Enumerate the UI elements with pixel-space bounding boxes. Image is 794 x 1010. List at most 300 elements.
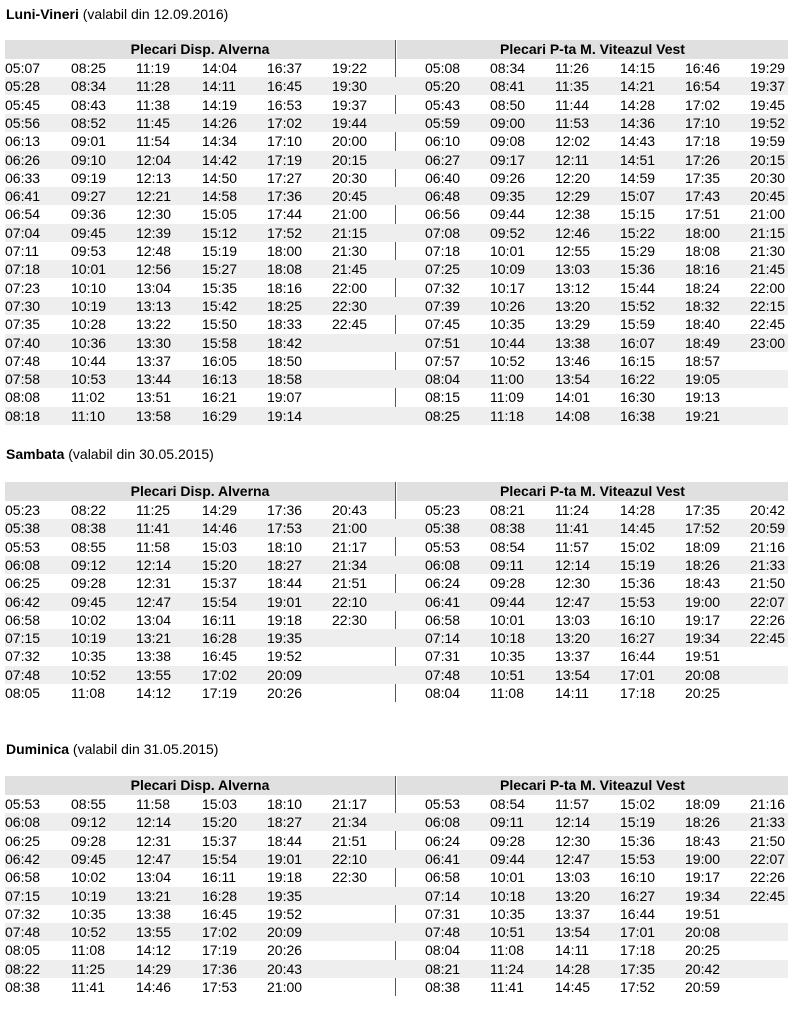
departure-time-viteazul: 12:38 — [555, 206, 591, 223]
departure-time-alverna: 10:52 — [71, 666, 107, 683]
departure-time-viteazul: 09:44 — [490, 206, 526, 223]
departure-time-alverna: 20:15 — [332, 151, 368, 168]
table-row — [5, 574, 788, 592]
departure-time-viteazul: 07:18 — [425, 243, 461, 259]
table-row — [5, 978, 788, 996]
departure-time-viteazul: 10:26 — [490, 297, 526, 314]
departure-time-viteazul: 18:09 — [685, 538, 721, 555]
departure-time-viteazul: 14:08 — [555, 407, 591, 424]
departure-time-viteazul: 21:45 — [750, 261, 786, 278]
departure-time-viteazul: 07:51 — [425, 334, 461, 351]
departure-time-alverna: 11:58 — [136, 538, 170, 555]
departure-time-viteazul: 13:37 — [555, 905, 591, 922]
header-departures-viteazul: Plecari P-ta M. Viteazul Vest — [397, 482, 788, 501]
departure-time-viteazul: 05:23 — [425, 502, 461, 518]
departure-time-alverna: 12:21 — [136, 188, 172, 205]
departure-time-alverna: 06:25 — [5, 832, 41, 849]
table-row — [5, 334, 788, 352]
departure-time-alverna: 15:37 — [202, 832, 238, 849]
departure-time-alverna: 09:12 — [71, 814, 107, 831]
departure-time-viteazul: 16:10 — [620, 869, 656, 886]
departure-time-alverna: 16:11 — [202, 611, 236, 628]
departure-time-alverna: 18:44 — [267, 575, 303, 592]
departure-time-viteazul: 12:47 — [555, 593, 591, 610]
departure-time-viteazul: 19:37 — [750, 78, 786, 95]
table-row — [5, 519, 788, 537]
departure-time-viteazul: 19:59 — [750, 133, 786, 150]
departure-time-viteazul: 12:20 — [555, 169, 591, 186]
departure-time-alverna: 12:56 — [136, 261, 172, 278]
departure-time-alverna: 06:25 — [5, 575, 41, 592]
departure-time-viteazul: 09:52 — [490, 224, 526, 241]
departure-time-viteazul: 21:00 — [750, 206, 786, 223]
departure-time-alverna: 07:58 — [5, 371, 41, 388]
departure-time-alverna: 13:38 — [136, 648, 172, 665]
departure-time-alverna: 13:22 — [136, 316, 172, 333]
departure-time-viteazul: 18:00 — [685, 224, 721, 241]
departure-time-viteazul: 13:29 — [555, 316, 591, 333]
departure-time-viteazul: 16:07 — [620, 334, 656, 351]
departure-time-alverna: 07:23 — [5, 279, 41, 296]
departure-time-viteazul: 20:25 — [685, 685, 721, 701]
departure-time-alverna: 16:37 — [267, 60, 303, 76]
departure-time-alverna: 08:22 — [71, 502, 107, 518]
departure-time-viteazul: 20:42 — [750, 502, 786, 518]
departure-time-alverna: 11:38 — [136, 96, 170, 113]
departure-time-alverna: 08:05 — [5, 942, 41, 959]
timetable-sunday — [5, 776, 788, 996]
departure-time-viteazul: 12:29 — [555, 188, 591, 205]
departure-time-viteazul: 08:21 — [425, 960, 461, 977]
departure-time-alverna: 19:52 — [267, 648, 303, 665]
departure-time-alverna: 22:30 — [332, 297, 368, 314]
departure-time-alverna: 15:54 — [202, 593, 238, 610]
departure-time-alverna: 20:26 — [267, 685, 303, 701]
departure-time-viteazul: 21:30 — [750, 243, 786, 259]
section-title-sunday — [6, 741, 218, 757]
departure-time-viteazul: 16:10 — [620, 611, 656, 628]
departure-time-alverna: 05:45 — [5, 96, 41, 113]
departure-time-alverna: 16:28 — [202, 887, 238, 904]
table-row — [5, 187, 788, 205]
departure-time-viteazul: 08:34 — [490, 60, 526, 76]
departure-time-alverna: 12:31 — [136, 575, 172, 592]
departure-time-viteazul: 05:38 — [425, 520, 461, 537]
departure-time-viteazul: 15:22 — [620, 224, 656, 241]
departure-time-viteazul: 21:15 — [750, 224, 786, 241]
departure-time-alverna: 22:10 — [332, 850, 368, 867]
departure-time-alverna: 08:22 — [5, 960, 41, 977]
departure-time-alverna: 18:10 — [267, 538, 303, 555]
table-row — [5, 501, 788, 519]
departure-time-viteazul: 06:10 — [425, 133, 461, 150]
departure-time-alverna: 16:11 — [202, 869, 236, 886]
departure-time-viteazul: 18:49 — [685, 334, 721, 351]
departure-time-viteazul: 17:51 — [685, 206, 721, 223]
departure-time-alverna: 15:54 — [202, 850, 238, 867]
departure-time-alverna: 18:27 — [267, 556, 303, 573]
departure-time-viteazul: 05:08 — [425, 60, 461, 76]
departure-time-viteazul: 11:41 — [490, 979, 524, 995]
departure-time-alverna: 19:01 — [267, 850, 303, 867]
departure-time-alverna: 20:43 — [332, 502, 368, 518]
departure-time-alverna: 14:50 — [202, 169, 238, 186]
departure-time-viteazul: 09:17 — [490, 151, 526, 168]
departure-time-viteazul: 09:28 — [490, 575, 526, 592]
departure-time-viteazul: 11:08 — [490, 685, 524, 701]
departure-time-alverna: 19:52 — [267, 905, 303, 922]
departure-time-viteazul: 06:40 — [425, 169, 461, 186]
departure-time-viteazul: 15:02 — [620, 796, 656, 812]
departure-time-viteazul: 11:44 — [555, 96, 589, 113]
departure-time-viteazul: 17:18 — [620, 942, 656, 959]
departure-time-alverna: 14:26 — [202, 114, 238, 131]
departure-time-alverna: 08:05 — [5, 685, 41, 701]
departure-time-alverna: 14:04 — [202, 60, 238, 76]
departure-time-viteazul: 15:59 — [620, 316, 656, 333]
departure-time-viteazul: 15:29 — [620, 243, 656, 259]
departure-time-viteazul: 10:01 — [490, 243, 526, 259]
departure-time-viteazul: 10:51 — [490, 666, 526, 683]
departure-time-viteazul: 08:04 — [425, 685, 461, 701]
section-day-label: Sambata — [6, 446, 65, 462]
departure-time-viteazul: 13:12 — [555, 279, 591, 296]
departure-time-alverna: 14:46 — [202, 520, 238, 537]
departure-time-viteazul: 15:53 — [620, 593, 656, 610]
departure-time-viteazul: 11:57 — [555, 796, 589, 812]
departure-time-viteazul: 08:54 — [490, 538, 526, 555]
departure-time-viteazul: 11:57 — [555, 538, 589, 555]
departure-time-viteazul: 11:24 — [490, 960, 524, 977]
departure-time-viteazul: 12:55 — [555, 243, 591, 259]
departure-time-viteazul: 12:30 — [555, 575, 591, 592]
departure-time-alverna: 19:14 — [267, 407, 303, 424]
departure-time-alverna: 13:04 — [136, 279, 172, 296]
departure-time-alverna: 14:29 — [136, 960, 172, 977]
departure-time-alverna: 10:01 — [71, 261, 107, 278]
table-row — [5, 315, 788, 333]
departure-time-viteazul: 12:11 — [555, 151, 589, 168]
departure-time-viteazul: 13:38 — [555, 334, 591, 351]
departure-time-viteazul: 21:50 — [750, 575, 786, 592]
departure-time-viteazul: 07:48 — [425, 924, 461, 941]
departure-time-alverna: 19:01 — [267, 593, 303, 610]
table-row — [5, 795, 788, 813]
departure-time-alverna: 13:55 — [136, 666, 172, 683]
departure-time-viteazul: 17:26 — [685, 151, 721, 168]
departure-time-alverna: 10:19 — [71, 630, 107, 647]
departure-time-viteazul: 21:33 — [750, 814, 786, 831]
departure-time-viteazul: 07:14 — [425, 630, 461, 647]
departure-time-alverna: 15:12 — [202, 224, 238, 241]
departure-time-alverna: 17:53 — [267, 520, 303, 537]
departure-time-viteazul: 15:52 — [620, 297, 656, 314]
departure-time-viteazul: 07:14 — [425, 887, 461, 904]
departure-time-viteazul: 18:09 — [685, 796, 721, 812]
departure-time-viteazul: 09:11 — [490, 556, 524, 573]
departure-time-alverna: 05:53 — [5, 796, 41, 812]
departure-time-viteazul: 12:14 — [555, 814, 591, 831]
departure-time-alverna: 17:02 — [202, 666, 238, 683]
departure-time-alverna: 11:54 — [136, 133, 170, 150]
departure-time-alverna: 16:05 — [202, 352, 238, 369]
departure-time-alverna: 10:19 — [71, 297, 107, 314]
departure-time-viteazul: 09:00 — [490, 114, 526, 131]
departure-time-alverna: 09:45 — [71, 850, 107, 867]
departure-time-viteazul: 09:08 — [490, 133, 526, 150]
departure-time-viteazul: 08:21 — [490, 502, 526, 518]
departure-time-viteazul: 18:08 — [685, 243, 721, 259]
departure-time-alverna: 15:42 — [202, 297, 238, 314]
departure-time-viteazul: 06:41 — [425, 593, 461, 610]
departure-time-alverna: 19:30 — [332, 78, 368, 95]
departure-time-viteazul: 13:03 — [555, 611, 591, 628]
table-row — [5, 297, 788, 315]
departure-time-viteazul: 11:24 — [555, 502, 589, 518]
departure-time-alverna: 07:48 — [5, 352, 41, 369]
departure-time-alverna: 07:48 — [5, 666, 41, 683]
departure-time-viteazul: 10:35 — [490, 648, 526, 665]
departure-time-viteazul: 05:20 — [425, 78, 461, 95]
departure-time-alverna: 17:52 — [267, 224, 303, 241]
departure-time-alverna: 15:37 — [202, 575, 238, 592]
section-title-saturday — [6, 446, 214, 462]
departure-time-viteazul: 16:44 — [620, 905, 656, 922]
departure-time-alverna: 12:30 — [136, 206, 172, 223]
header-departures-viteazul: Plecari P-ta M. Viteazul Vest — [397, 776, 788, 795]
departure-time-viteazul: 19:34 — [685, 630, 721, 647]
table-row — [5, 960, 788, 978]
departure-time-viteazul: 08:04 — [425, 371, 461, 388]
departure-time-alverna: 14:34 — [202, 133, 238, 150]
table-row — [5, 832, 788, 850]
departure-time-viteazul: 10:18 — [490, 630, 526, 647]
departure-time-alverna: 09:12 — [71, 556, 107, 573]
departure-time-alverna: 14:58 — [202, 188, 238, 205]
departure-time-alverna: 09:28 — [71, 832, 107, 849]
departure-time-viteazul: 20:59 — [750, 520, 786, 537]
departure-time-alverna: 11:08 — [71, 942, 105, 959]
departure-time-viteazul: 14:01 — [555, 389, 591, 406]
departure-time-alverna: 06:42 — [5, 850, 41, 867]
departure-time-alverna: 06:26 — [5, 151, 41, 168]
departure-time-viteazul: 06:41 — [425, 850, 461, 867]
departure-time-viteazul: 20:45 — [750, 188, 786, 205]
departure-time-viteazul: 14:36 — [620, 114, 656, 131]
departure-time-viteazul: 16:38 — [620, 407, 656, 424]
departure-time-alverna: 19:18 — [267, 869, 303, 886]
departure-time-viteazul: 19:52 — [750, 114, 786, 131]
departure-time-viteazul: 20:42 — [685, 960, 721, 977]
departure-time-alverna: 11:19 — [136, 60, 170, 76]
departure-time-alverna: 05:07 — [5, 60, 41, 76]
table-row — [5, 205, 788, 223]
departure-time-alverna: 14:12 — [136, 685, 172, 701]
departure-time-alverna: 08:38 — [71, 520, 107, 537]
departure-time-alverna: 20:43 — [267, 960, 303, 977]
departure-time-viteazul: 17:01 — [620, 666, 656, 683]
departure-time-viteazul: 20:30 — [750, 169, 786, 186]
departure-time-viteazul: 17:02 — [685, 96, 721, 113]
departure-time-alverna: 14:29 — [202, 502, 238, 518]
section-title-weekdays — [6, 6, 228, 22]
departure-time-viteazul: 19:51 — [685, 905, 721, 922]
departure-time-alverna: 17:36 — [267, 188, 303, 205]
departure-time-viteazul: 22:45 — [750, 630, 786, 647]
departure-time-viteazul: 23:00 — [750, 334, 786, 351]
departure-time-viteazul: 08:38 — [490, 520, 526, 537]
departure-time-alverna: 20:26 — [267, 942, 303, 959]
departure-time-alverna: 06:08 — [5, 814, 41, 831]
departure-time-viteazul: 14:45 — [620, 520, 656, 537]
departure-time-viteazul: 14:59 — [620, 169, 656, 186]
departure-time-viteazul: 10:18 — [490, 887, 526, 904]
departure-time-viteazul: 17:35 — [685, 502, 721, 518]
departure-time-viteazul: 13:37 — [555, 648, 591, 665]
table-row — [5, 151, 788, 169]
departure-time-alverna: 16:53 — [267, 96, 303, 113]
departure-time-viteazul: 09:44 — [490, 850, 526, 867]
departure-time-viteazul: 07:08 — [425, 224, 461, 241]
departure-time-alverna: 15:20 — [202, 556, 238, 573]
departure-time-viteazul: 06:58 — [425, 611, 461, 628]
departure-time-viteazul: 20:15 — [750, 151, 786, 168]
departure-time-alverna: 13:51 — [136, 389, 172, 406]
departure-time-viteazul: 20:08 — [685, 924, 721, 941]
departure-time-viteazul: 21:50 — [750, 832, 786, 849]
departure-time-viteazul: 12:30 — [555, 832, 591, 849]
departure-time-alverna: 09:19 — [71, 169, 107, 186]
departure-time-alverna: 16:45 — [267, 78, 303, 95]
departure-time-alverna: 15:19 — [202, 243, 238, 259]
departure-time-viteazul: 10:01 — [490, 611, 526, 628]
table-row — [5, 684, 788, 702]
departure-time-viteazul: 22:07 — [750, 593, 786, 610]
departure-time-alverna: 17:53 — [202, 979, 238, 995]
departure-time-viteazul: 18:43 — [685, 575, 721, 592]
departure-time-viteazul: 14:28 — [620, 502, 656, 518]
departure-time-viteazul: 22:45 — [750, 887, 786, 904]
departure-time-alverna: 21:30 — [332, 243, 368, 259]
departure-time-alverna: 17:02 — [202, 924, 238, 941]
departure-time-viteazul: 13:20 — [555, 887, 591, 904]
departure-time-alverna: 07:15 — [5, 630, 41, 647]
departure-time-alverna: 18:10 — [267, 796, 303, 812]
departure-time-viteazul: 08:25 — [425, 407, 461, 424]
departure-time-viteazul: 18:57 — [685, 352, 721, 369]
departure-time-viteazul: 15:07 — [620, 188, 656, 205]
departure-time-alverna: 19:35 — [267, 630, 303, 647]
departure-time-alverna: 16:45 — [202, 648, 238, 665]
departure-time-alverna: 07:40 — [5, 334, 41, 351]
departure-time-alverna: 12:48 — [136, 243, 172, 259]
departure-time-viteazul: 11:00 — [490, 371, 524, 388]
departure-time-alverna: 22:30 — [332, 611, 368, 628]
table-row — [5, 923, 788, 941]
departure-time-viteazul: 18:16 — [685, 261, 721, 278]
departure-time-alverna: 21:34 — [332, 814, 368, 831]
departure-time-viteazul: 13:03 — [555, 261, 591, 278]
departure-time-viteazul: 16:30 — [620, 389, 656, 406]
departure-time-alverna: 19:07 — [267, 389, 303, 406]
departure-time-alverna: 18:00 — [267, 243, 303, 259]
departure-time-viteazul: 16:22 — [620, 371, 656, 388]
departure-time-viteazul: 07:31 — [425, 905, 461, 922]
departure-time-viteazul: 13:54 — [555, 666, 591, 683]
departure-time-alverna: 09:36 — [71, 206, 107, 223]
departure-time-alverna: 11:28 — [136, 78, 170, 95]
departure-time-viteazul: 11:35 — [555, 78, 589, 95]
departure-time-viteazul: 14:43 — [620, 133, 656, 150]
departure-time-viteazul: 05:59 — [425, 114, 461, 131]
departure-time-viteazul: 10:01 — [490, 869, 526, 886]
departure-time-alverna: 18:42 — [267, 334, 303, 351]
departure-time-alverna: 07:11 — [5, 243, 39, 259]
header-departures-alverna: Plecari Disp. Alverna — [5, 40, 395, 59]
departure-time-viteazul: 17:10 — [685, 114, 721, 131]
departure-time-viteazul: 09:35 — [490, 188, 526, 205]
departure-time-alverna: 14:46 — [136, 979, 172, 995]
departure-time-alverna: 18:50 — [267, 352, 303, 369]
departure-time-viteazul: 15:36 — [620, 832, 656, 849]
departure-time-alverna: 09:53 — [71, 243, 107, 259]
departure-time-viteazul: 19:13 — [685, 389, 721, 406]
section-validity: (valabil din 30.05.2015) — [64, 446, 214, 462]
departure-time-alverna: 07:18 — [5, 261, 41, 278]
departure-time-viteazul: 07:39 — [425, 297, 461, 314]
departure-time-alverna: 08:25 — [71, 60, 107, 76]
departure-time-viteazul: 11:26 — [555, 60, 589, 76]
departure-time-alverna: 16:29 — [202, 407, 238, 424]
departure-time-alverna: 17:19 — [202, 685, 238, 701]
departure-time-viteazul: 15:53 — [620, 850, 656, 867]
departure-time-viteazul: 19:45 — [750, 96, 786, 113]
departure-time-alverna: 12:39 — [136, 224, 172, 241]
departure-time-viteazul: 08:38 — [425, 979, 461, 995]
departure-time-viteazul: 06:24 — [425, 832, 461, 849]
departure-time-viteazul: 19:00 — [685, 850, 721, 867]
departure-time-alverna: 09:28 — [71, 575, 107, 592]
departure-time-alverna: 12:04 — [136, 151, 172, 168]
departure-time-viteazul: 19:29 — [750, 60, 786, 76]
departure-time-alverna: 11:25 — [136, 502, 170, 518]
header-departures-alverna: Plecari Disp. Alverna — [5, 482, 395, 501]
departure-time-alverna: 06:58 — [5, 611, 41, 628]
departure-time-alverna: 09:45 — [71, 593, 107, 610]
departure-time-alverna: 21:34 — [332, 556, 368, 573]
departure-time-viteazul: 07:45 — [425, 316, 461, 333]
departure-time-alverna: 10:53 — [71, 371, 107, 388]
departure-time-viteazul: 17:35 — [620, 960, 656, 977]
departure-time-viteazul: 11:08 — [490, 942, 524, 959]
departure-time-alverna: 08:55 — [71, 796, 107, 812]
departure-time-viteazul: 09:28 — [490, 832, 526, 849]
departure-time-viteazul: 15:15 — [620, 206, 656, 223]
table-row — [5, 114, 788, 132]
departure-time-alverna: 09:10 — [71, 151, 107, 168]
departure-time-alverna: 05:28 — [5, 78, 41, 95]
departure-time-alverna: 18:25 — [267, 297, 303, 314]
departure-time-alverna: 10:35 — [71, 648, 107, 665]
departure-time-viteazul: 09:11 — [490, 814, 524, 831]
departure-time-alverna: 15:50 — [202, 316, 238, 333]
departure-time-alverna: 08:52 — [71, 114, 107, 131]
departure-time-viteazul: 10:52 — [490, 352, 526, 369]
departure-time-viteazul: 13:54 — [555, 924, 591, 941]
departure-time-alverna: 16:28 — [202, 630, 238, 647]
departure-time-viteazul: 18:32 — [685, 297, 721, 314]
departure-time-viteazul: 16:27 — [620, 630, 656, 647]
